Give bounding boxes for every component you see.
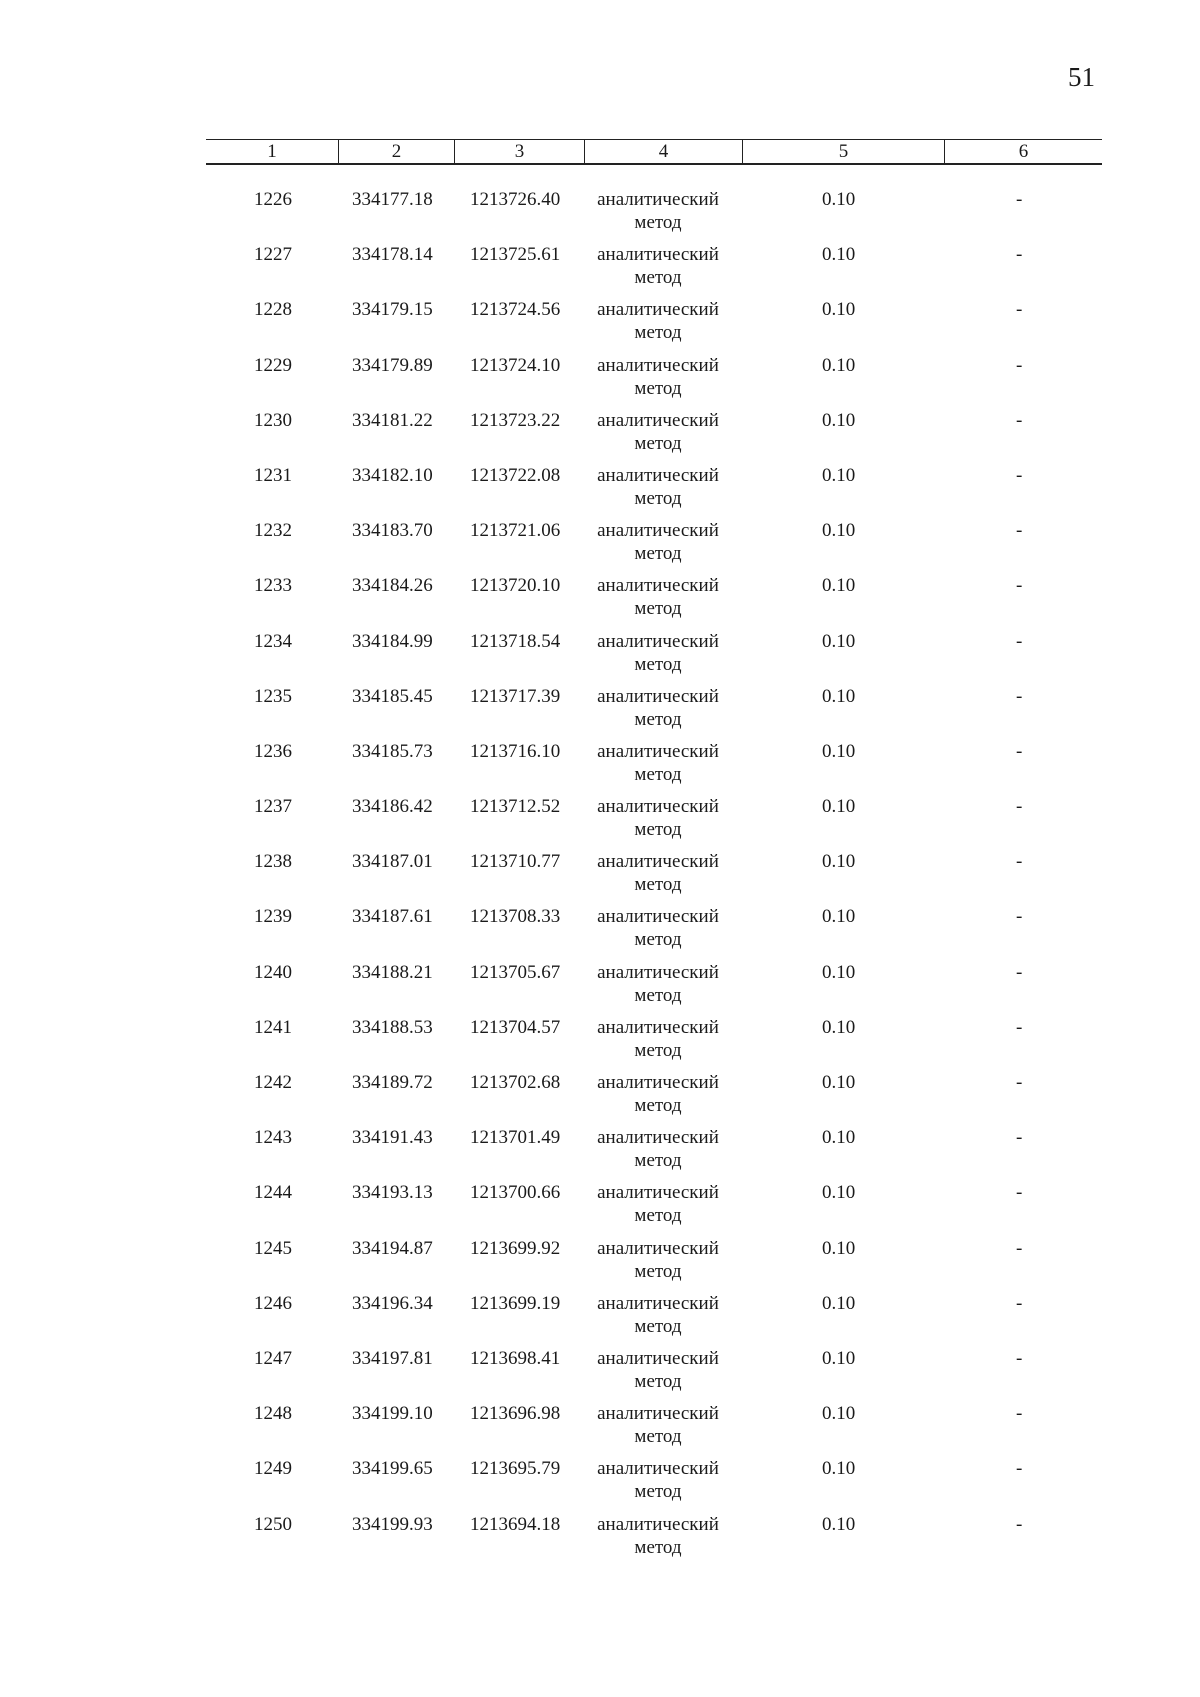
row-number-cell: 1229 (254, 354, 292, 376)
accuracy-cell: 0.10 (822, 1072, 856, 1093)
row-number-cell: 1244 (254, 1182, 292, 1204)
note-cell: - (1016, 299, 1023, 321)
row-number-cell: 1249 (254, 1458, 292, 1480)
note-cell: - (1016, 354, 1023, 376)
x-coordinate-cell: 334183.70 (352, 520, 433, 542)
row-number-cell: 1235 (254, 685, 292, 707)
method-cell: аналитический метод (597, 1292, 719, 1337)
row-number-cell: 1227 (254, 244, 292, 266)
x-coordinate-cell: 334199.65 (352, 1458, 433, 1480)
header-rule-top (206, 139, 1102, 140)
row-number-cell: 1231 (254, 464, 292, 486)
accuracy-cell: 0.10 (822, 796, 856, 818)
note-cell: - (1016, 1347, 1023, 1369)
method-cell: аналитический метод (597, 1458, 719, 1503)
y-coordinate-cell: 1213698.41 (470, 1347, 561, 1369)
note-cell: - (1016, 1292, 1023, 1314)
note-cell: - (1016, 189, 1023, 210)
row-number-cell: 1242 (254, 1072, 292, 1093)
y-coordinate-cell: 1213716.10 (470, 740, 561, 762)
y-coordinate-cell: 1213724.56 (470, 299, 561, 321)
row-number-cell: 1233 (254, 575, 292, 597)
note-cell: - (1016, 1403, 1023, 1425)
y-coordinate-cell: 1213695.79 (470, 1458, 561, 1480)
y-coordinate-cell: 1213722.08 (470, 464, 561, 486)
y-coordinate-cell: 1213699.19 (470, 1292, 561, 1314)
y-coordinate-cell: 1213712.52 (470, 796, 561, 818)
row-number-cell: 1248 (254, 1403, 292, 1425)
x-coordinate-cell: 334184.99 (352, 630, 433, 652)
x-coordinate-cell: 334186.42 (352, 796, 433, 818)
method-cell: аналитический метод (597, 299, 719, 344)
note-cell: - (1016, 1072, 1023, 1093)
y-coordinate-cell: 1213721.06 (470, 520, 561, 542)
y-coordinate-cell: 1213701.49 (470, 1127, 561, 1149)
method-cell: аналитический метод (597, 685, 719, 730)
accuracy-cell: 0.10 (822, 851, 856, 873)
table-row (0, 630, 1200, 685)
table-row (0, 1237, 1200, 1292)
accuracy-cell: 0.10 (822, 685, 856, 707)
accuracy-cell: 0.10 (822, 244, 856, 266)
table-row (0, 795, 1200, 850)
y-coordinate-cell: 1213702.68 (470, 1072, 561, 1093)
row-number-cell: 1250 (254, 1513, 292, 1535)
y-coordinate-cell: 1213725.61 (470, 244, 561, 266)
y-coordinate-cell: 1213694.18 (470, 1513, 561, 1535)
column-header-6: 6 (1018, 141, 1029, 162)
x-coordinate-cell: 334197.81 (352, 1347, 433, 1369)
note-cell: - (1016, 961, 1023, 983)
table-row (0, 243, 1200, 298)
table-row (0, 298, 1200, 353)
row-number-cell: 1237 (254, 796, 292, 818)
table-row (0, 685, 1200, 740)
column-header-2: 2 (391, 141, 402, 162)
method-cell: аналитический метод (597, 520, 719, 565)
accuracy-cell: 0.10 (822, 575, 856, 597)
table-row (0, 519, 1200, 574)
header-rule-bottom (206, 163, 1102, 165)
x-coordinate-cell: 334196.34 (352, 1292, 433, 1314)
note-cell: - (1016, 630, 1023, 652)
y-coordinate-cell: 1213708.33 (470, 906, 561, 928)
accuracy-cell: 0.10 (822, 1127, 856, 1149)
y-coordinate-cell: 1213705.67 (470, 961, 561, 983)
method-cell: аналитический метод (597, 851, 719, 896)
method-cell: аналитический метод (597, 740, 719, 785)
method-cell: аналитический метод (597, 961, 719, 1006)
accuracy-cell: 0.10 (822, 464, 856, 486)
x-coordinate-cell: 334181.22 (352, 409, 433, 431)
y-coordinate-cell: 1213717.39 (470, 685, 561, 707)
note-cell: - (1016, 1237, 1023, 1259)
row-number-cell: 1228 (254, 299, 292, 321)
table-row (0, 740, 1200, 795)
table-row (0, 1292, 1200, 1347)
accuracy-cell: 0.10 (822, 409, 856, 431)
method-cell: аналитический метод (597, 1016, 719, 1061)
table-row (0, 1347, 1200, 1402)
y-coordinate-cell: 1213723.22 (470, 409, 561, 431)
x-coordinate-cell: 334184.26 (352, 575, 433, 597)
x-coordinate-cell: 334191.43 (352, 1127, 433, 1149)
x-coordinate-cell: 334199.10 (352, 1403, 433, 1425)
row-number-cell: 1246 (254, 1292, 292, 1314)
table-row (0, 850, 1200, 905)
accuracy-cell: 0.10 (822, 1403, 856, 1425)
note-cell: - (1016, 851, 1023, 873)
x-coordinate-cell: 334177.18 (352, 189, 433, 210)
x-coordinate-cell: 334188.21 (352, 961, 433, 983)
table-row (0, 1181, 1200, 1236)
accuracy-cell: 0.10 (822, 1513, 856, 1535)
method-cell: аналитический метод (597, 1127, 719, 1172)
table-row (0, 354, 1200, 409)
table-row (0, 905, 1200, 960)
accuracy-cell: 0.10 (822, 1182, 856, 1204)
accuracy-cell: 0.10 (822, 906, 856, 928)
y-coordinate-cell: 1213696.98 (470, 1403, 561, 1425)
note-cell: - (1016, 520, 1023, 542)
x-coordinate-cell: 334179.15 (352, 299, 433, 321)
row-number-cell: 1243 (254, 1127, 292, 1149)
row-number-cell: 1241 (254, 1016, 292, 1038)
table-row (0, 1402, 1200, 1457)
method-cell: аналитический метод (597, 1513, 719, 1558)
method-cell: аналитический метод (597, 906, 719, 951)
note-cell: - (1016, 1513, 1023, 1535)
accuracy-cell: 0.10 (822, 1237, 856, 1259)
x-coordinate-cell: 334187.01 (352, 851, 433, 873)
y-coordinate-cell: 1213710.77 (470, 851, 561, 873)
row-number-cell: 1226 (254, 189, 292, 210)
method-cell: аналитический метод (597, 575, 719, 620)
note-cell: - (1016, 575, 1023, 597)
table-row (0, 1457, 1200, 1512)
y-coordinate-cell: 1213726.40 (470, 189, 561, 210)
y-coordinate-cell: 1213724.10 (470, 354, 561, 376)
x-coordinate-cell: 334199.93 (352, 1513, 433, 1535)
column-header-4: 4 (658, 141, 669, 162)
method-cell: аналитический метод (597, 464, 719, 509)
table-row (0, 1016, 1200, 1071)
accuracy-cell: 0.10 (822, 520, 856, 542)
note-cell: - (1016, 796, 1023, 818)
x-coordinate-cell: 334179.89 (352, 354, 433, 376)
x-coordinate-cell: 334185.45 (352, 685, 433, 707)
accuracy-cell: 0.10 (822, 1292, 856, 1314)
table-row (0, 464, 1200, 519)
y-coordinate-cell: 1213700.66 (470, 1182, 561, 1204)
note-cell: - (1016, 906, 1023, 928)
accuracy-cell: 0.10 (822, 299, 856, 321)
method-cell: аналитический метод (597, 409, 719, 454)
row-number-cell: 1230 (254, 409, 292, 431)
accuracy-cell: 0.10 (822, 1016, 856, 1038)
table-row (0, 961, 1200, 1016)
method-cell: аналитический метод (597, 796, 719, 841)
method-cell: аналитический метод (597, 244, 719, 289)
method-cell: аналитический метод (597, 189, 719, 233)
table-row (0, 1126, 1200, 1181)
method-cell: аналитический метод (597, 1237, 719, 1282)
note-cell: - (1016, 1127, 1023, 1149)
y-coordinate-cell: 1213720.10 (470, 575, 561, 597)
x-coordinate-cell: 334187.61 (352, 906, 433, 928)
x-coordinate-cell: 334189.72 (352, 1072, 433, 1093)
page-number: 51 (1068, 62, 1095, 92)
row-number-cell: 1232 (254, 520, 292, 542)
accuracy-cell: 0.10 (822, 189, 856, 210)
x-coordinate-cell: 334178.14 (352, 244, 433, 266)
row-number-cell: 1238 (254, 851, 292, 873)
note-cell: - (1016, 409, 1023, 431)
row-number-cell: 1240 (254, 961, 292, 983)
x-coordinate-cell: 334188.53 (352, 1016, 433, 1038)
y-coordinate-cell: 1213718.54 (470, 630, 561, 652)
row-number-cell: 1239 (254, 906, 292, 928)
column-header-1: 1 (267, 141, 277, 162)
accuracy-cell: 0.10 (822, 630, 856, 652)
column-header-3: 3 (514, 141, 525, 162)
method-cell: аналитический метод (597, 1182, 719, 1227)
table-row (0, 1071, 1200, 1126)
table-row (0, 1513, 1200, 1568)
method-cell: аналитический метод (597, 1072, 719, 1116)
accuracy-cell: 0.10 (822, 354, 856, 376)
method-cell: аналитический метод (597, 1403, 719, 1448)
y-coordinate-cell: 1213699.92 (470, 1237, 561, 1259)
note-cell: - (1016, 1016, 1023, 1038)
table-row (0, 574, 1200, 629)
row-number-cell: 1234 (254, 630, 292, 652)
accuracy-cell: 0.10 (822, 961, 856, 983)
note-cell: - (1016, 244, 1023, 266)
accuracy-cell: 0.10 (822, 1458, 856, 1480)
note-cell: - (1016, 1458, 1023, 1480)
row-number-cell: 1247 (254, 1347, 292, 1369)
row-number-cell: 1236 (254, 740, 292, 762)
x-coordinate-cell: 334193.13 (352, 1182, 433, 1204)
note-cell: - (1016, 740, 1023, 762)
column-header-5: 5 (838, 141, 849, 162)
method-cell: аналитический метод (597, 630, 719, 675)
accuracy-cell: 0.10 (822, 740, 856, 762)
x-coordinate-cell: 334194.87 (352, 1237, 433, 1259)
table-body (0, 188, 1200, 1568)
x-coordinate-cell: 334185.73 (352, 740, 433, 762)
method-cell: аналитический метод (597, 1347, 719, 1392)
note-cell: - (1016, 464, 1023, 486)
x-coordinate-cell: 334182.10 (352, 464, 433, 486)
y-coordinate-cell: 1213704.57 (470, 1016, 561, 1038)
table-row (0, 188, 1200, 243)
accuracy-cell: 0.10 (822, 1347, 856, 1369)
method-cell: аналитический метод (597, 354, 719, 399)
table-row (0, 409, 1200, 464)
row-number-cell: 1245 (254, 1237, 292, 1259)
note-cell: - (1016, 685, 1023, 707)
note-cell: - (1016, 1182, 1023, 1204)
